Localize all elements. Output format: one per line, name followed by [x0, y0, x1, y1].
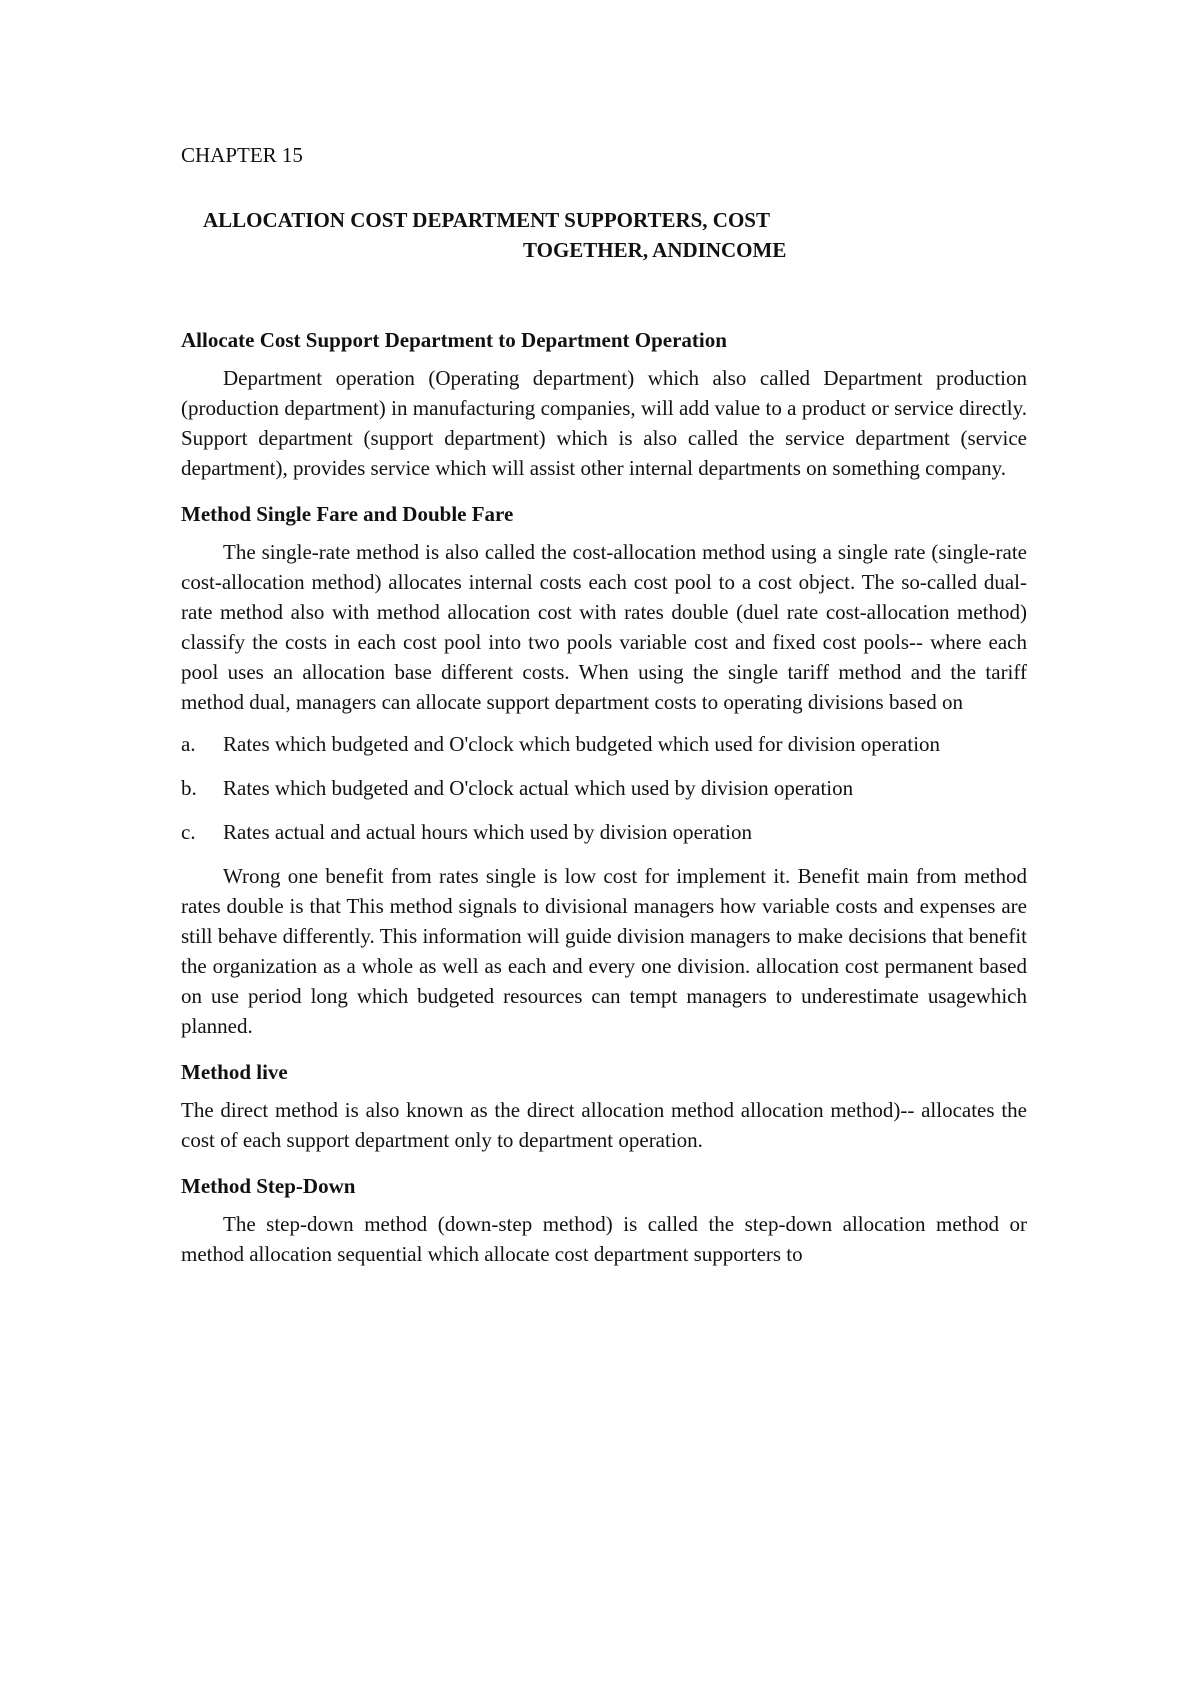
chapter-title-line-1: ALLOCATION COST DEPARTMENT SUPPORTERS, COST — [203, 208, 770, 232]
chapter-title-line-2: TOGETHER, ANDINCOME — [523, 238, 787, 262]
section-heading-allocate-cost: Allocate Cost Support Department to Department Operation — [181, 328, 727, 352]
list-marker: c. — [181, 820, 196, 844]
list-item-text: Rates which budgeted and O'clock actual which used by division operation — [223, 776, 854, 800]
section-heading-single-double-fare: Method Single Fare and Double Fare — [181, 502, 514, 526]
section-heading-method-live: Method live — [181, 1060, 288, 1084]
list-marker: a. — [181, 732, 196, 756]
list-item — [181, 817, 1027, 847]
list-marker: b. — [181, 776, 197, 800]
chapter-number: CHAPTER 15 — [181, 143, 303, 167]
rates-list — [181, 729, 1027, 847]
section-paragraph-benefits: Wrong one benefit from rates single is low cost for implement it. Benefit main from method rates double is that This method signals to divisional managers how variable costs and expenses are still behave differently. This information will guide division managers to make decisions that benefit the organization as a whole as well as each and every one division. allocation cost permanent based on use period long which budgeted resources can tempt managers to underestimate usagewhich planned. — [181, 864, 1027, 1038]
section-paragraph-step-down: The step-down method (down-step method) is called the step-down allocation method or method allocation sequential which allocate cost department supporters to — [181, 1212, 1027, 1266]
section-heading-step-down: Method Step-Down — [181, 1174, 356, 1198]
list-item — [181, 773, 1027, 803]
list-item-text: Rates which budgeted and O'clock which budgeted which used for division operation — [223, 732, 941, 756]
document-body — [181, 140, 1027, 1269]
list-item — [181, 729, 1027, 759]
section-paragraph-allocate-cost: Department operation (Operating department) which also called Department production (production department) in manufacturing companies, will add value to a product or service directly. Support department (support department) which is also called the service department (service department), provides service which will assist other internal departments on something company. — [181, 366, 1027, 480]
section-paragraph-method-live: The direct method is also known as the direct allocation method allocation method)-- allocates the cost of each support department only to department operation. — [181, 1098, 1027, 1152]
chapter-title — [181, 205, 1027, 265]
section-paragraph-single-double-fare: The single-rate method is also called the cost-allocation method using a single rate (single-rate cost-allocation method) allocates internal costs each cost pool to a cost object. The so-called dual-rate method also with method allocation cost with rates double (duel rate cost-allocation method) classify the costs in each cost pool into two pools variable cost and fixed cost pools-- where each pool uses an allocation base different costs. When using the single tariff method and the tariff method dual, managers can allocate support department costs to operating divisions based on — [181, 540, 1027, 714]
list-item-text: Rates actual and actual hours which used by division operation — [223, 820, 752, 844]
